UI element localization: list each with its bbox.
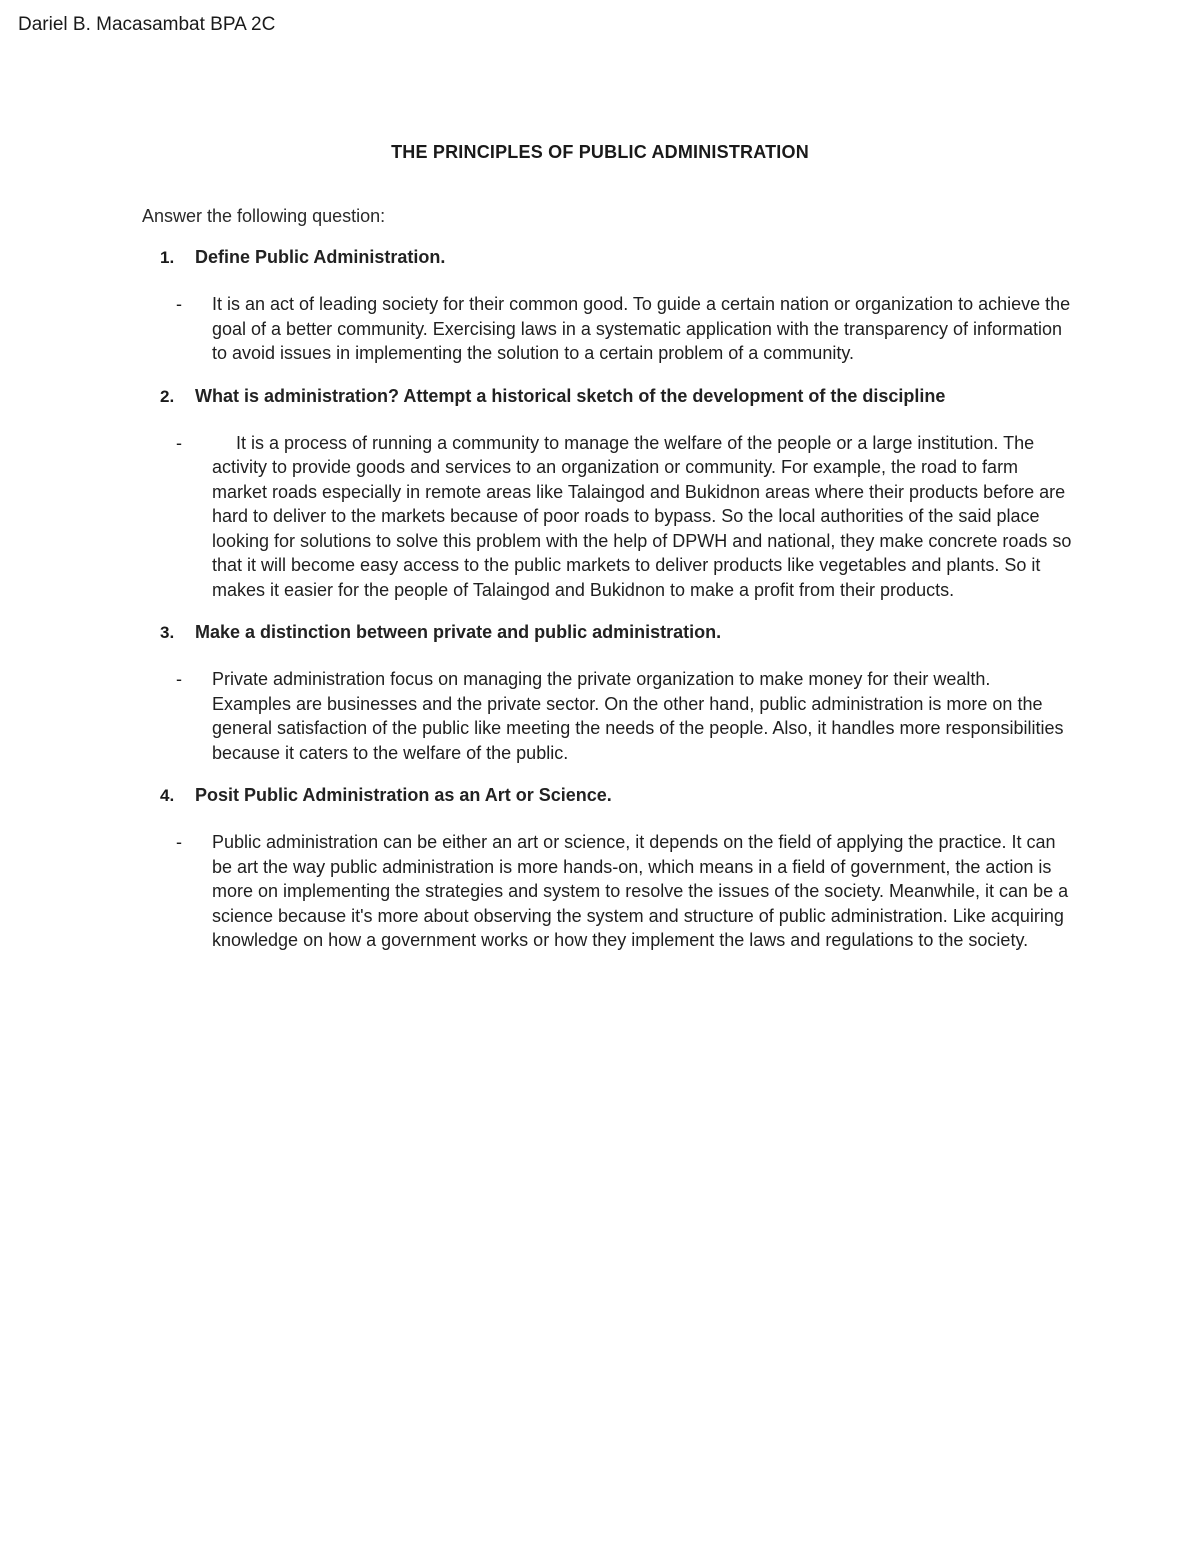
question-item-2	[142, 386, 1072, 603]
question-item-1	[142, 247, 1072, 366]
question-number: 3.	[160, 623, 175, 642]
question-heading	[142, 386, 1072, 407]
question-number: 4.	[160, 786, 175, 805]
question-text: Posit Public Administration as an Art or Science.	[195, 785, 612, 805]
question-text: Make a distinction between private and public administration.	[195, 622, 722, 642]
question-heading	[142, 785, 1072, 806]
bullet-dash: -	[176, 294, 182, 314]
answer-block	[142, 830, 1072, 953]
answer-text: It is an act of leading society for their common good. To guide a certain nation or organization to achieve the goal of a better community. Exercising laws in a systematic application with the transparency of information to avoid issues in implementing the solution to a certain problem of a community.	[212, 294, 1071, 363]
question-number: 1.	[160, 248, 175, 267]
author-name: Dariel B. Macasambat BPA 2C	[18, 14, 276, 35]
bullet-dash: -	[176, 432, 182, 453]
bullet-dash: -	[176, 832, 182, 852]
question-text: What is administration? Attempt a historical sketch of the development of the discipline	[195, 385, 946, 406]
question-heading	[142, 622, 1072, 643]
document-body	[142, 206, 1072, 973]
page-title: THE PRINCIPLES OF PUBLIC ADMINISTRATION	[391, 142, 809, 162]
answer-text: It is a process of running a community to manage the welfare of the people or a large institution. The activity to provide goods and services to an organization or community. For example, the road to farm market roads especially in remote areas like Talaingod and Bukidnon areas where their products before are hard to deliver to the markets because of poor roads to bypass. So the local authorities of the said place looking for solutions to solve this problem with the help of DPWH and national, they make concrete roads so that it will become easy access to the public markets to deliver products like vegetables and plants. So it makes it easier for the people of Talaingod and Bukidnon to make a profit from their products.	[212, 432, 1072, 600]
answer-text: Public administration can be either an art or science, it depends on the field of applying the practice. It can be art the way public administration is more hands-on, which means in a field of government, the action is more on implementing the strategies and system to resolve the issues of the society. Meanwhile, it can be a science because it's more about observing the system and structure of public administration. Like acquiring knowledge on how a government works or how they implement the laws and regulations to the society.	[212, 832, 1069, 950]
answer-block	[142, 292, 1072, 366]
question-number: 2.	[160, 386, 175, 406]
question-item-4	[142, 785, 1072, 953]
question-heading	[142, 247, 1072, 268]
answer-text: Private administration focus on managing the private organization to make money for their wealth. Examples are businesses and the private sector. On the other hand, public administration is more on the general satisfaction of the public like meeting the needs of the people. Also, it handles more responsibilities because it caters to the welfare of the public.	[212, 669, 1064, 763]
question-text: Define Public Administration.	[195, 247, 446, 267]
bullet-dash: -	[176, 669, 182, 689]
question-item-3	[142, 622, 1072, 765]
intro-text: Answer the following question:	[142, 206, 386, 226]
answer-block	[142, 431, 1072, 603]
answer-block	[142, 667, 1072, 765]
